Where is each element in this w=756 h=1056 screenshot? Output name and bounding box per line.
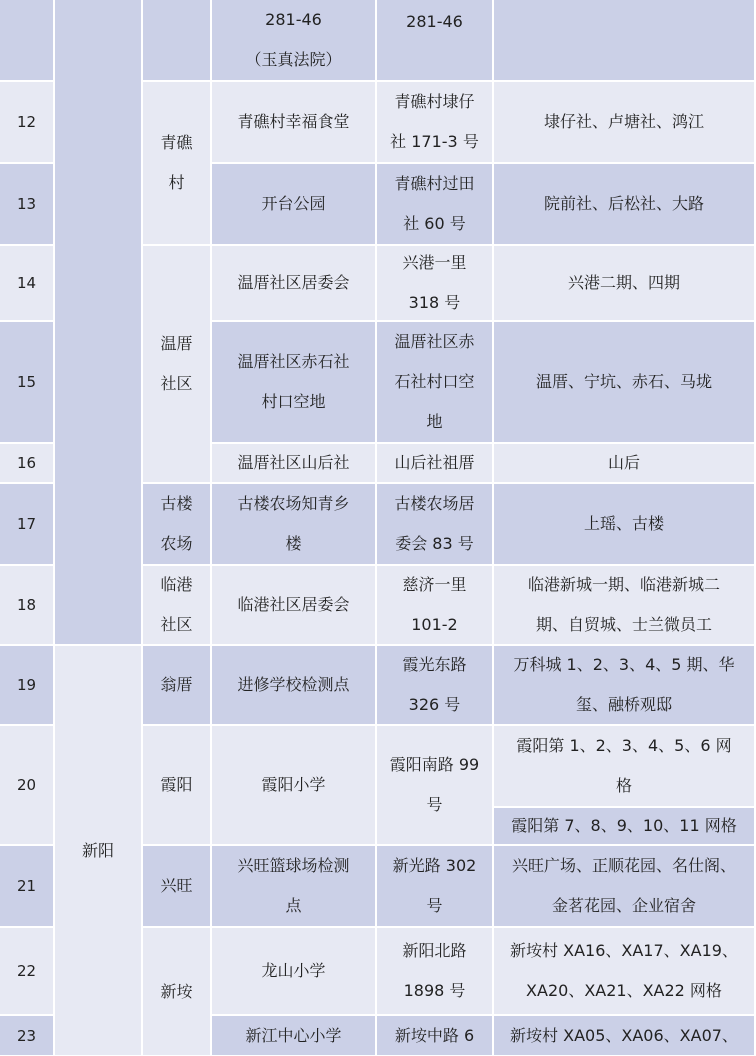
table-cell-community: 翁厝: [143, 646, 212, 726]
table-cell-address: 新光路 302 号: [377, 846, 494, 928]
table-cell-no: 15: [0, 322, 55, 444]
table-cell-site: 开台公园: [212, 164, 377, 246]
table-cell-area: 埭仔社、卢塘社、鸿江: [494, 82, 756, 164]
table-cell-address: 霞阳南路 99 号: [377, 726, 494, 846]
table-cell-street: [55, 0, 143, 646]
table-cell-area: 兴旺广场、正顺花园、名仕阁、 金茗花园、企业宿舍: [494, 846, 756, 928]
table-cell-no: 12: [0, 82, 55, 164]
table-cell-address: 青礁村过田 社 60 号: [377, 164, 494, 246]
table-cell-no: 17: [0, 484, 55, 566]
table-cell-no: [0, 0, 55, 82]
table-cell-area: 万科城 1、2、3、4、5 期、华 玺、融桥观邸: [494, 646, 756, 726]
table-cell-area: 温厝、宁坑、赤石、马垅: [494, 322, 756, 444]
table-cell-area: 霞阳第 1、2、3、4、5、6 网 格: [494, 726, 756, 808]
table-cell-community: 温厝 社区: [143, 246, 212, 484]
table-cell-no: 16: [0, 444, 55, 484]
table-cell-no: 13: [0, 164, 55, 246]
table-cell-address: 281-46: [377, 0, 494, 82]
table-cell-area: [494, 0, 756, 82]
table-cell-address: 青礁村埭仔 社 171-3 号: [377, 82, 494, 164]
table-cell-community: [143, 0, 212, 82]
table-cell-community: 新垵: [143, 928, 212, 1055]
table-cell-no: 20: [0, 726, 55, 846]
table-cell-no: 22: [0, 928, 55, 1016]
table-cell-area: 新垵村 XA05、XA06、XA07、: [494, 1016, 756, 1055]
table-cell-site: 温厝社区居委会: [212, 246, 377, 322]
table-cell-no: 23: [0, 1016, 55, 1055]
table-cell-address: 兴港一里 318 号: [377, 246, 494, 322]
table-cell-site: 进修学校检测点: [212, 646, 377, 726]
table-cell-no: 21: [0, 846, 55, 928]
table-cell-area: 山后: [494, 444, 756, 484]
table-cell-address: 山后社祖厝: [377, 444, 494, 484]
table-cell-no: 18: [0, 566, 55, 646]
table-cell-no: 19: [0, 646, 55, 726]
table-cell-no: 14: [0, 246, 55, 322]
table-cell-community: 临港 社区: [143, 566, 212, 646]
table-cell-site: 兴旺篮球场检测 点: [212, 846, 377, 928]
table-cell-address: 新垵中路 6: [377, 1016, 494, 1055]
table-cell-site: 古楼农场知青乡 楼: [212, 484, 377, 566]
table-cell-site: 霞阳小学: [212, 726, 377, 846]
table-cell-area: 院前社、后松社、大路: [494, 164, 756, 246]
table-cell-address: 温厝社区赤 石社村口空 地: [377, 322, 494, 444]
table-cell-site: 281-46 （玉真法院）: [212, 0, 377, 82]
table-cell-street: 新阳: [55, 646, 143, 1055]
table-cell-area: 临港新城一期、临港新城二 期、自贸城、士兰微员工: [494, 566, 756, 646]
table-cell-community: 青礁 村: [143, 82, 212, 246]
table-cell-area: 新垵村 XA16、XA17、XA19、 XA20、XA21、XA22 网格: [494, 928, 756, 1016]
table-cell-area: 兴港二期、四期: [494, 246, 756, 322]
table-cell-address: 霞光东路 326 号: [377, 646, 494, 726]
table-cell-address: 新阳北路 1898 号: [377, 928, 494, 1016]
table-cell-community: 古楼 农场: [143, 484, 212, 566]
table-cell-address: 古楼农场居 委会 83 号: [377, 484, 494, 566]
table-cell-address: 慈济一里 101-2: [377, 566, 494, 646]
table-cell-site: 青礁村幸福食堂: [212, 82, 377, 164]
table-cell-site: 温厝社区赤石社 村口空地: [212, 322, 377, 444]
table-cell-area: 上瑶、古楼: [494, 484, 756, 566]
table-cell-site: 龙山小学: [212, 928, 377, 1016]
table-cell-community: 兴旺: [143, 846, 212, 928]
table-cell-site: 新江中心小学: [212, 1016, 377, 1055]
table-cell-site: 临港社区居委会: [212, 566, 377, 646]
table-cell-community: 霞阳: [143, 726, 212, 846]
table-cell-area: 霞阳第 7、8、9、10、11 网格: [494, 808, 756, 846]
table-cell-site: 温厝社区山后社: [212, 444, 377, 484]
